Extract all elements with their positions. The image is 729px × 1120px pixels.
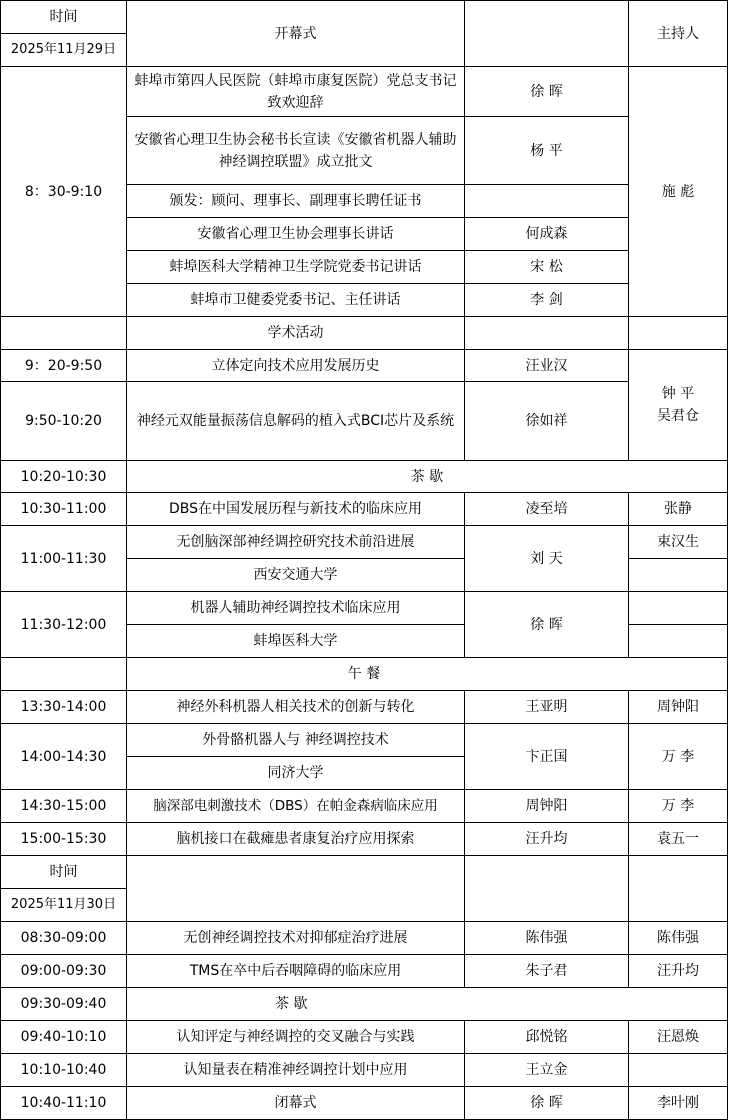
talk-speaker: 汪业汉 [525,357,568,374]
opening-speaker: 杨 平 [530,142,563,159]
talk-time: 10:10-10:40 [20,1062,107,1078]
opening-topic: 蚌埠市卫健委党委书记、主任讲话 [190,292,401,308]
talk-time: 14:30-15:00 [20,798,107,814]
tea-break-label: 茶 歇 [275,996,308,1012]
talk-topic: DBS在中国发展历程与新技术的临床应用 [168,501,423,517]
talk-topic: 无创脑深部神经调控研究技术前沿进展 [176,534,415,550]
talk-time: 09:00-09:30 [20,963,107,979]
talk-speaker: 徐如祥 [525,413,568,429]
talk-topic: 神经元双能量振荡信息解码的植入式BCI芯片及系统 [136,413,455,429]
talk-host: 袁五一 [657,831,699,847]
break-time: 10:20-10:30 [20,468,107,485]
talk-speaker: 陈伟强 [525,930,568,946]
talk-speaker: 卞正国 [525,748,568,765]
talk-time: 08:30-09:00 [20,930,107,946]
row-line [628,558,728,559]
talk-topic: TMS在卒中后吞咽障碍的临床应用 [189,963,402,979]
session-hosts [629,350,727,460]
talk-speaker: 刘 天 [530,550,563,567]
opening-topic: 蚌埠医科大学精神卫生学院党委书记讲话 [169,259,422,275]
opening-speaker: 宋 松 [530,259,563,275]
talk-speaker: 凌至培 [525,501,568,517]
talk-affiliation: 西安交通大学 [253,567,338,583]
talk-speaker: 徐 晖 [530,616,563,633]
talk-time: 10:30-11:00 [20,501,107,517]
closing-topic: 闭幕式 [274,1095,317,1111]
talk-topic: 脑机接口在截瘫患者康复治疗应用探索 [176,831,415,847]
tea-break-label: 茶 歇 [410,468,444,485]
talk-affiliation: 同济大学 [267,765,324,781]
opening-title: 开幕式 [274,25,317,42]
talk-host: 束汉生 [657,534,699,550]
talk-host: 万 李 [661,798,695,814]
talk-time: 14:00-14:30 [20,748,107,765]
closing-speaker: 徐 晖 [530,1095,563,1111]
lunch-label: 午 餐 [347,666,381,682]
closing-time: 10:40-11:10 [20,1095,107,1111]
host-name: 钟 平 [661,386,695,402]
opening-speaker: 何成森 [525,226,568,242]
opening-host: 施 彪 [661,183,695,200]
talk-time: 15:00-15:30 [20,831,107,847]
border-right [727,0,728,1120]
talk-topic: 机器人辅助神经调控技术临床应用 [190,600,401,616]
talk-speaker: 朱子君 [525,963,568,979]
talk-host: 周钟阳 [657,699,699,715]
talk-speaker: 邱悦铭 [525,1029,568,1045]
talk-time: 9:50-10:20 [25,413,102,429]
talk-topic: 神经外科机器人相关技术的创新与转化 [176,699,415,715]
opening-speaker: 徐 晖 [530,83,563,100]
talk-time: 11:30-12:00 [20,616,107,633]
talk-topic: 无创神经调控技术对抑郁症治疗进展 [183,930,408,946]
opening-time: 8：30-9:10 [24,183,103,200]
talk-time: 13:30-14:00 [20,699,107,715]
academic-title: 学术活动 [267,325,324,341]
talk-host: 万 李 [661,748,695,765]
talk-topic: 外骨骼机器人与 神经调控技术 [202,732,389,748]
opening-speaker: 李 剑 [530,292,563,308]
host-header: 主持人 [657,25,699,42]
opening-topic: 安徽省心理卫生协会理事长讲话 [197,226,394,242]
session-date: 2025年11月29日 [10,42,117,57]
talk-speaker: 汪升均 [525,831,568,847]
break-time: 09:30-09:40 [20,996,107,1012]
talk-topic: 脑深部电刺激技术（DBS）在帕金森病临床应用 [153,798,438,814]
opening-topic: 颁发：顾问、理事长、副理事长聘任证书 [169,193,422,209]
talk-host: 陈伟强 [657,930,699,946]
time-header: 时间 [49,9,78,25]
talk-time: 11:00-11:30 [20,550,107,567]
talk-host: 汪升均 [657,963,699,979]
talk-speaker: 王立金 [525,1062,568,1078]
talk-time: 9：20-9:50 [24,357,103,374]
talk-speaker: 王亚明 [525,699,568,715]
opening-speaker [465,185,628,217]
talk-time: 09:40-10:10 [20,1029,107,1045]
talk-host: 张静 [664,501,692,517]
talk-speaker: 周钟阳 [525,798,568,814]
closing-host: 李叶刚 [657,1095,699,1111]
row-line [628,624,728,625]
talk-topic: 认知评定与神经调控的交叉融合与实践 [176,1029,415,1045]
time-header: 时间 [49,864,78,880]
session-date: 2025年11月30日 [10,897,117,912]
opening-topic: 蚌埠市第四人民医院（蚌埠市康复医院）党总支书记致欢迎辞 [134,72,457,111]
host-name: 吴君仓 [657,408,699,424]
talk-affiliation: 蚌埠医科大学 [253,633,338,649]
talk-topic: 认知量表在精准神经调控计划中应用 [183,1062,408,1078]
talk-host: 汪恩焕 [657,1029,699,1045]
talk-topic: 立体定向技术应用发展历史 [211,357,380,374]
opening-topic: 安徽省心理卫生协会秘书长宣读《安徽省机器人辅助神经调控联盟》成立批文 [134,131,457,170]
